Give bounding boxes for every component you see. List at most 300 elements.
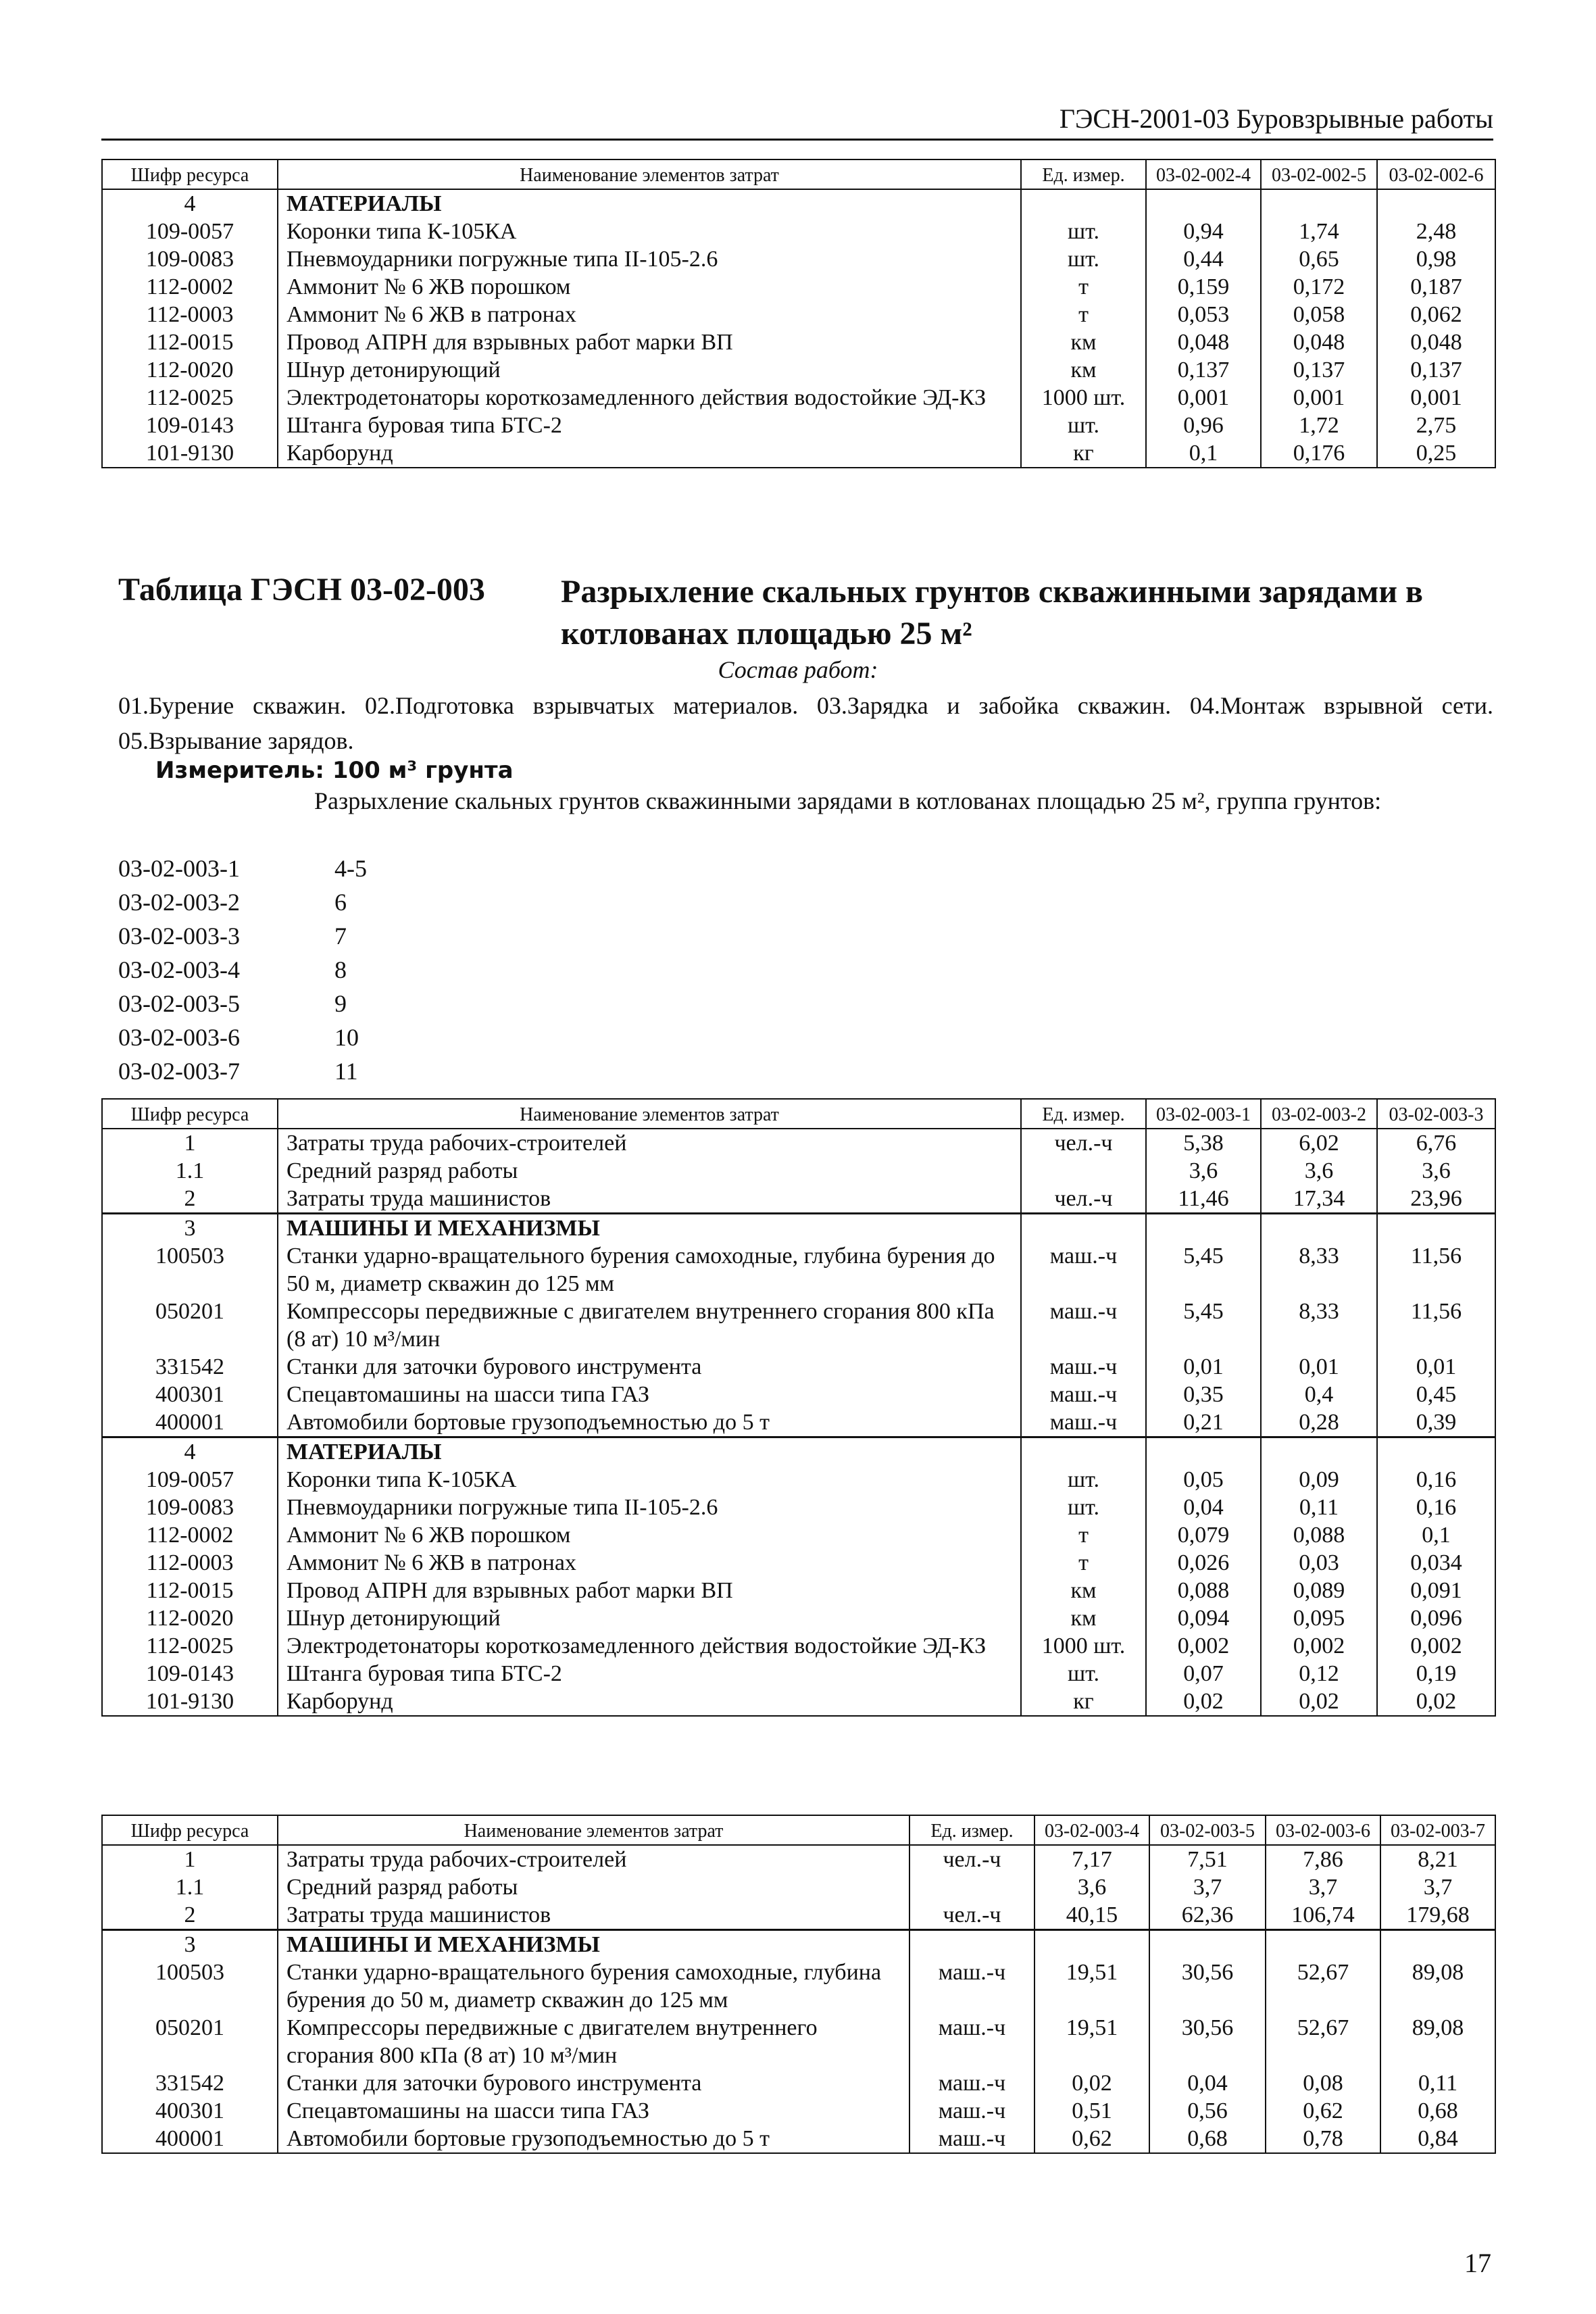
norm-value-cell-2: 0,172	[1261, 273, 1377, 301]
norm-value-cell-4: 0,84	[1380, 2125, 1495, 2153]
variant-row	[118, 885, 524, 919]
cost-name-cell: Автомобили бортовые грузоподъемностью до 5 т	[278, 1408, 1021, 1437]
table-row	[102, 384, 1495, 412]
unit-cell: т	[1021, 301, 1146, 328]
unit-cell: т	[1021, 273, 1146, 301]
norm-value-cell-1: 0,053	[1146, 301, 1261, 328]
table-row	[102, 1845, 1495, 1873]
table-row	[102, 2097, 1495, 2125]
resource-code-cell: 4	[102, 189, 278, 218]
cost-table-003-4-7	[101, 1815, 1496, 2154]
norm-value-cell-1: 0,44	[1146, 245, 1261, 273]
header-resource-code: Шифр ресурса	[102, 159, 278, 189]
norm-value-cell-4	[1380, 1930, 1495, 1959]
norm-value-cell-1: 7,17	[1034, 1845, 1149, 1873]
section-row	[102, 1930, 1495, 1959]
variant-soil-group: 7	[334, 922, 347, 950]
norm-value-cell-3: 6,76	[1377, 1129, 1495, 1157]
norm-value-cell-2: 0,137	[1261, 356, 1377, 384]
table-row	[102, 1353, 1495, 1381]
table-row	[102, 245, 1495, 273]
norm-value-cell-3: 0,16	[1377, 1494, 1495, 1521]
cost-name-cell: Карборунд	[278, 439, 1021, 468]
resource-code-cell: 112-0003	[102, 1549, 278, 1577]
norm-value-cell-2: 0,089	[1261, 1577, 1377, 1604]
variant-list	[118, 852, 524, 1088]
norm-value-cell-2: 0,56	[1149, 2097, 1266, 2125]
composition-heading: Состав работ:	[718, 656, 878, 683]
norm-value-cell-4: 89,08	[1380, 2014, 1495, 2069]
norm-value-cell-1: 0,04	[1146, 1494, 1261, 1521]
norm-value-cell-2	[1261, 1214, 1377, 1243]
table-row	[102, 1901, 1495, 1930]
resource-code-cell: 100503	[102, 1242, 278, 1298]
variant-row	[118, 1020, 524, 1054]
unit-cell: кг	[1021, 439, 1146, 468]
resource-code-cell: 112-0015	[102, 1577, 278, 1604]
cost-name-cell: Аммонит № 6 ЖВ в патронах	[278, 1549, 1021, 1577]
norm-value-cell-1: 0,079	[1146, 1521, 1261, 1549]
norm-value-cell-2: 0,095	[1261, 1604, 1377, 1632]
unit-cell	[1021, 189, 1146, 218]
resource-code-cell: 400301	[102, 2097, 278, 2125]
norm-value-cell-3: 0,78	[1266, 2125, 1380, 2153]
table-row	[102, 1185, 1495, 1214]
table-row	[102, 2069, 1495, 2097]
norm-value-cell-1: 5,45	[1146, 1298, 1261, 1353]
norm-value-cell-1: 0,07	[1146, 1660, 1261, 1688]
norm-value-cell-1: 0,02	[1034, 2069, 1149, 2097]
resource-code-cell: 331542	[102, 1353, 278, 1381]
table-body	[102, 189, 1495, 468]
norm-value-cell-2: 0,001	[1261, 384, 1377, 412]
table-row	[102, 1494, 1495, 1521]
resource-code-cell: 3	[102, 1930, 278, 1959]
resource-code-cell: 2	[102, 1185, 278, 1214]
variant-row	[118, 987, 524, 1020]
cost-name-cell: Аммонит № 6 ЖВ порошком	[278, 1521, 1021, 1549]
resource-code-cell: 109-0083	[102, 1494, 278, 1521]
norm-value-cell-1: 0,35	[1146, 1381, 1261, 1408]
unit-cell	[909, 1930, 1034, 1959]
norm-value-cell-2: 0,002	[1261, 1632, 1377, 1660]
table-title: Разрыхление скальных грунтов скважинными зарядами в котлованах площадью 25 м²	[561, 574, 1423, 651]
table-header-row	[102, 1815, 1495, 1845]
norm-value-cell-2: 0,048	[1261, 328, 1377, 356]
variant-code: 03-02-003-7	[118, 1058, 240, 1085]
table-row	[102, 1632, 1495, 1660]
norm-value-cell-3	[1377, 1437, 1495, 1467]
norm-value-cell-1: 19,51	[1034, 2014, 1149, 2069]
materials-table-002	[101, 159, 1496, 468]
norm-value-cell-4: 3,7	[1380, 1873, 1495, 1901]
norm-value-cell-2: 1,74	[1261, 218, 1377, 245]
unit-cell: шт.	[1021, 412, 1146, 439]
norm-value-cell-3: 0,02	[1377, 1688, 1495, 1716]
unit-cell	[1021, 1437, 1146, 1467]
table-row	[102, 218, 1495, 245]
variant-soil-group: 11	[334, 1058, 358, 1085]
cost-name-cell: Коронки типа К-105КА	[278, 1466, 1021, 1494]
cost-name-cell: Провод АПРН для взрывных работ марки ВП	[278, 1577, 1021, 1604]
unit-cell: 1000 шт.	[1021, 1632, 1146, 1660]
norm-value-cell-3: 3,7	[1266, 1873, 1380, 1901]
resource-code-cell: 112-0002	[102, 273, 278, 301]
norm-value-cell-2: 0,11	[1261, 1494, 1377, 1521]
section-title-cell: МАШИНЫ И МЕХАНИЗМЫ	[278, 1214, 1021, 1243]
table-row	[102, 1577, 1495, 1604]
norm-value-cell-1: 0,088	[1146, 1577, 1261, 1604]
norm-value-cell-3: 0,048	[1377, 328, 1495, 356]
section-title-cell: МАТЕРИАЛЫ	[278, 1437, 1021, 1467]
header-resource-code: Шифр ресурса	[102, 1815, 278, 1845]
resource-code-cell: 1.1	[102, 1157, 278, 1185]
table-body	[102, 1845, 1495, 2153]
variant-row	[118, 953, 524, 987]
norm-value-cell-3: 2,48	[1377, 218, 1495, 245]
norm-value-cell-3: 52,67	[1266, 2014, 1380, 2069]
norm-value-cell-2: 0,01	[1261, 1353, 1377, 1381]
resource-code-cell: 400001	[102, 1408, 278, 1437]
norm-value-cell-2: 0,04	[1149, 2069, 1266, 2097]
cost-name-cell: Пневмоударники погружные типа II-105-2.6	[278, 245, 1021, 273]
table-row	[102, 1549, 1495, 1577]
norm-value-cell-1: 0,02	[1146, 1688, 1261, 1716]
norm-value-cell-2: 0,68	[1149, 2125, 1266, 2153]
cost-name-cell: Коронки типа К-105КА	[278, 218, 1021, 245]
header-norm-col-2: 03-02-003-2	[1261, 1099, 1377, 1129]
unit-cell: маш.-ч	[1021, 1298, 1146, 1353]
unit-cell: кг	[1021, 1688, 1146, 1716]
resource-code-cell: 050201	[102, 2014, 278, 2069]
section-row	[102, 1214, 1495, 1243]
cost-name-cell: Спецавтомашины на шасси типа ГАЗ	[278, 1381, 1021, 1408]
unit-cell: км	[1021, 1577, 1146, 1604]
norm-value-cell-2: 0,03	[1261, 1549, 1377, 1577]
norm-value-cell-3: 0,98	[1377, 245, 1495, 273]
norm-value-cell-1: 0,002	[1146, 1632, 1261, 1660]
norm-value-cell-2: 6,02	[1261, 1129, 1377, 1157]
norm-value-cell-1: 0,96	[1146, 412, 1261, 439]
resource-code-cell: 101-9130	[102, 439, 278, 468]
norm-value-cell-1	[1146, 1437, 1261, 1467]
table-row	[102, 1521, 1495, 1549]
norm-value-cell-1: 0,1	[1146, 439, 1261, 468]
norm-value-cell-2: 0,65	[1261, 245, 1377, 273]
table-row	[102, 328, 1495, 356]
variants-intro: Разрыхление скальных грунтов скважинными зарядами в котлованах площадью 25 м², группа грунтов:	[314, 787, 1382, 814]
norm-value-cell-2: 7,51	[1149, 1845, 1266, 1873]
norm-value-cell-1	[1034, 1930, 1149, 1959]
unit-cell: шт.	[1021, 218, 1146, 245]
norm-value-cell-3: 0,08	[1266, 2069, 1380, 2097]
unit-cell: маш.-ч	[1021, 1242, 1146, 1298]
norm-value-cell-2: 1,72	[1261, 412, 1377, 439]
cost-name-cell: Аммонит № 6 ЖВ порошком	[278, 273, 1021, 301]
table-row	[102, 1157, 1495, 1185]
cost-name-cell: Карборунд	[278, 1688, 1021, 1716]
norm-value-cell-3: 0,25	[1377, 439, 1495, 468]
norm-value-cell-3	[1377, 1214, 1495, 1243]
norm-value-cell-1: 5,45	[1146, 1242, 1261, 1298]
cost-name-cell: Компрессоры передвижные с двигателем внутреннего сгорания 800 кПа (8 ат) 10 м³/мин	[278, 2014, 909, 2069]
unit-cell: маш.-ч	[1021, 1408, 1146, 1437]
norm-value-cell-1: 0,94	[1146, 218, 1261, 245]
cost-name-cell: Затраты труда рабочих-строителей	[278, 1129, 1021, 1157]
unit-cell: шт.	[1021, 1466, 1146, 1494]
norm-value-cell-1: 0,05	[1146, 1466, 1261, 1494]
table-row	[102, 2014, 1495, 2069]
unit-cell: чел.-ч	[909, 1845, 1034, 1873]
unit-cell	[909, 1873, 1034, 1901]
variant-code: 03-02-003-2	[118, 889, 240, 916]
resource-code-cell: 109-0143	[102, 1660, 278, 1688]
norm-value-cell-2: 30,56	[1149, 1959, 1266, 2014]
unit-cell: км	[1021, 328, 1146, 356]
norm-value-cell-3: 52,67	[1266, 1959, 1380, 2014]
norm-value-cell-1: 3,6	[1034, 1873, 1149, 1901]
norm-value-cell-3: 106,74	[1266, 1901, 1380, 1930]
norm-value-cell-1: 0,21	[1146, 1408, 1261, 1437]
unit-cell	[1021, 1214, 1146, 1243]
norm-value-cell-2: 8,33	[1261, 1242, 1377, 1298]
norm-value-cell-4: 0,68	[1380, 2097, 1495, 2125]
norm-value-cell-1: 40,15	[1034, 1901, 1149, 1930]
unit-cell: км	[1021, 356, 1146, 384]
header-cost-name: Наименование элементов затрат	[278, 159, 1021, 189]
norm-value-cell-1: 11,46	[1146, 1185, 1261, 1214]
page-number: 17	[1464, 2248, 1491, 2278]
norm-value-cell-4: 0,11	[1380, 2069, 1495, 2097]
header-cost-name: Наименование элементов затрат	[278, 1099, 1021, 1129]
table-header-row	[102, 159, 1495, 189]
norm-value-cell-1: 0,001	[1146, 384, 1261, 412]
header-cost-name: Наименование элементов затрат	[278, 1815, 909, 1845]
norm-value-cell-3: 0,39	[1377, 1408, 1495, 1437]
table-row	[102, 301, 1495, 328]
table-row	[102, 1466, 1495, 1494]
header-norm-col-3: 03-02-003-6	[1266, 1815, 1380, 1845]
variant-soil-group: 9	[334, 990, 347, 1017]
variant-soil-group: 10	[334, 1024, 359, 1051]
norm-value-cell-1: 0,62	[1034, 2125, 1149, 2153]
resource-code-cell: 112-0025	[102, 384, 278, 412]
unit-cell: чел.-ч	[1021, 1129, 1146, 1157]
table-row	[102, 1408, 1495, 1437]
norm-value-cell-3: 0,002	[1377, 1632, 1495, 1660]
norm-value-cell-3: 11,56	[1377, 1298, 1495, 1353]
table-header-row	[102, 1099, 1495, 1129]
norm-value-cell-2: 3,7	[1149, 1873, 1266, 1901]
table-row	[102, 1873, 1495, 1901]
cost-name-cell: Провод АПРН для взрывных работ марки ВП	[278, 328, 1021, 356]
norm-value-cell-3: 2,75	[1377, 412, 1495, 439]
norm-value-cell-3: 0,034	[1377, 1549, 1495, 1577]
norm-value-cell-3: 7,86	[1266, 1845, 1380, 1873]
table-row	[102, 439, 1495, 468]
unit-cell: маш.-ч	[909, 2069, 1034, 2097]
unit-cell: шт.	[1021, 245, 1146, 273]
norm-value-cell-3: 0,1	[1377, 1521, 1495, 1549]
resource-code-cell: 4	[102, 1437, 278, 1467]
section-title-cell: МАТЕРИАЛЫ	[278, 189, 1021, 218]
variant-soil-group: 8	[334, 956, 347, 983]
header-norm-col-3: 03-02-003-3	[1377, 1099, 1495, 1129]
norm-value-cell-3: 0,062	[1377, 301, 1495, 328]
variant-row	[118, 919, 524, 953]
resource-code-cell: 050201	[102, 1298, 278, 1353]
variant-row	[118, 852, 524, 885]
norm-value-cell-1	[1146, 189, 1261, 218]
cost-name-cell: Шнур детонирующий	[278, 1604, 1021, 1632]
norm-value-cell-4: 179,68	[1380, 1901, 1495, 1930]
unit-cell: маш.-ч	[909, 2097, 1034, 2125]
norm-value-cell-3: 0,187	[1377, 273, 1495, 301]
unit-cell: маш.-ч	[909, 2014, 1034, 2069]
unit-cell: чел.-ч	[1021, 1185, 1146, 1214]
header-norm-col-2: 03-02-002-5	[1261, 159, 1377, 189]
norm-value-cell-3: 0,62	[1266, 2097, 1380, 2125]
norm-value-cell-1: 0,159	[1146, 273, 1261, 301]
resource-code-cell: 100503	[102, 1959, 278, 2014]
table-row	[102, 1381, 1495, 1408]
norm-value-cell-2: 62,36	[1149, 1901, 1266, 1930]
resource-code-cell: 109-0143	[102, 412, 278, 439]
resource-code-cell: 400001	[102, 2125, 278, 2153]
table-row	[102, 1129, 1495, 1157]
norm-value-cell-2	[1261, 189, 1377, 218]
table-row	[102, 1959, 1495, 2014]
page-header	[101, 101, 1493, 141]
norm-value-cell-2: 0,02	[1261, 1688, 1377, 1716]
unit-cell: т	[1021, 1549, 1146, 1577]
unit-cell: маш.-ч	[1021, 1353, 1146, 1381]
norm-value-cell-1	[1146, 1214, 1261, 1243]
norm-value-cell-1: 0,01	[1146, 1353, 1261, 1381]
norm-value-cell-1: 5,38	[1146, 1129, 1261, 1157]
norm-value-cell-1: 0,51	[1034, 2097, 1149, 2125]
unit-cell: км	[1021, 1604, 1146, 1632]
cost-name-cell: Пневмоударники погружные типа II-105-2.6	[278, 1494, 1021, 1521]
section-title-cell: МАШИНЫ И МЕХАНИЗМЫ	[278, 1930, 909, 1959]
variant-code: 03-02-003-1	[118, 855, 240, 882]
cost-name-cell: Затраты труда машинистов	[278, 1901, 909, 1930]
cost-name-cell: Станки ударно-вращательного бурения самоходные, глубина бурения до 50 м, диаметр скважин до 125 мм	[278, 1959, 909, 2014]
unit-cell: шт.	[1021, 1494, 1146, 1521]
cost-name-cell: Штанга буровая типа БТС-2	[278, 412, 1021, 439]
cost-name-cell: Аммонит № 6 ЖВ в патронах	[278, 301, 1021, 328]
norm-value-cell-1: 0,137	[1146, 356, 1261, 384]
cost-name-cell: Станки для заточки бурового инструмента	[278, 1353, 1021, 1381]
norm-value-cell-3	[1377, 189, 1495, 218]
resource-code-cell: 112-0020	[102, 356, 278, 384]
variant-code: 03-02-003-6	[118, 1024, 240, 1051]
cost-name-cell: Компрессоры передвижные с двигателем внутреннего сгорания 800 кПа (8 ат) 10 м³/мин	[278, 1298, 1021, 1353]
unit-cell	[1021, 1157, 1146, 1185]
norm-value-cell-3: 23,96	[1377, 1185, 1495, 1214]
unit-cell: чел.-ч	[909, 1901, 1034, 1930]
cost-name-cell: Спецавтомашины на шасси типа ГАЗ	[278, 2097, 909, 2125]
norm-value-cell-1: 0,026	[1146, 1549, 1261, 1577]
norm-value-cell-3: 0,45	[1377, 1381, 1495, 1408]
norm-value-cell-2	[1261, 1437, 1377, 1467]
resource-code-cell: 109-0083	[102, 245, 278, 273]
composition-text: 01.Бурение скважин. 02.Подготовка взрывчатых материалов. 03.Зарядка и забойка скважин. 04.Монтаж взрывной сети. 05.Взрывание зарядов.	[118, 692, 1493, 754]
norm-value-cell-2: 0,09	[1261, 1466, 1377, 1494]
header-norm-col-2: 03-02-003-5	[1149, 1815, 1266, 1845]
variant-row	[118, 1054, 524, 1088]
section-row	[102, 1437, 1495, 1467]
header-unit: Ед. измер.	[909, 1815, 1034, 1845]
resource-code-cell: 1.1	[102, 1873, 278, 1901]
unit-cell: 1000 шт.	[1021, 384, 1146, 412]
cost-name-cell: Станки для заточки бурового инструмента	[278, 2069, 909, 2097]
cost-name-cell: Затраты труда машинистов	[278, 1185, 1021, 1214]
table-row	[102, 1604, 1495, 1632]
norm-value-cell-3: 0,091	[1377, 1577, 1495, 1604]
header-norm-col-4: 03-02-003-7	[1380, 1815, 1495, 1845]
unit-cell: т	[1021, 1521, 1146, 1549]
header-norm-col-3: 03-02-002-6	[1377, 159, 1495, 189]
cost-name-cell: Средний разряд работы	[278, 1873, 909, 1901]
header-resource-code: Шифр ресурса	[102, 1099, 278, 1129]
header-norm-col-1: 03-02-003-1	[1146, 1099, 1261, 1129]
table-row	[102, 1298, 1495, 1353]
resource-code-cell: 1	[102, 1845, 278, 1873]
cost-name-cell: Электродетонаторы короткозамедленного действия водостойкие ЭД-КЗ	[278, 384, 1021, 412]
norm-value-cell-2: 0,28	[1261, 1408, 1377, 1437]
unit-cell: маш.-ч	[1021, 1381, 1146, 1408]
norm-value-cell-3: 11,56	[1377, 1242, 1495, 1298]
table-row	[102, 356, 1495, 384]
section-row	[102, 189, 1495, 218]
cost-name-cell: Штанга буровая типа БТС-2	[278, 1660, 1021, 1688]
norm-value-cell-1: 0,094	[1146, 1604, 1261, 1632]
norm-value-cell-1: 0,048	[1146, 328, 1261, 356]
table-row	[102, 1688, 1495, 1716]
norm-value-cell-2: 0,088	[1261, 1521, 1377, 1549]
cost-table-003-1-3	[101, 1098, 1496, 1717]
table-row	[102, 2125, 1495, 2153]
variant-code: 03-02-003-4	[118, 956, 240, 983]
norm-value-cell-2	[1149, 1930, 1266, 1959]
norm-value-cell-3	[1266, 1930, 1380, 1959]
page-header-title: ГЭСН-2001-03 Буровзрывные работы	[1059, 103, 1493, 134]
unit-cell: маш.-ч	[909, 2125, 1034, 2153]
resource-code-cell: 112-0020	[102, 1604, 278, 1632]
resource-code-cell: 109-0057	[102, 1466, 278, 1494]
norm-value-cell-2: 30,56	[1149, 2014, 1266, 2069]
norm-value-cell-2: 17,34	[1261, 1185, 1377, 1214]
variant-soil-group: 6	[334, 889, 347, 916]
norm-value-cell-3: 3,6	[1377, 1157, 1495, 1185]
resource-code-cell: 3	[102, 1214, 278, 1243]
unit-cell: шт.	[1021, 1660, 1146, 1688]
header-norm-col-1: 03-02-002-4	[1146, 159, 1261, 189]
table-row	[102, 1242, 1495, 1298]
resource-code-cell: 112-0025	[102, 1632, 278, 1660]
unit-cell: маш.-ч	[909, 1959, 1034, 2014]
norm-value-cell-3: 0,137	[1377, 356, 1495, 384]
header-unit: Ед. измер.	[1021, 159, 1146, 189]
table-body	[102, 1129, 1495, 1716]
header-norm-col-1: 03-02-003-4	[1034, 1815, 1149, 1845]
resource-code-cell: 109-0057	[102, 218, 278, 245]
resource-code-cell: 331542	[102, 2069, 278, 2097]
cost-name-cell: Автомобили бортовые грузоподъемностью до 5 т	[278, 2125, 909, 2153]
norm-value-cell-2: 0,12	[1261, 1660, 1377, 1688]
norm-value-cell-1: 3,6	[1146, 1157, 1261, 1185]
